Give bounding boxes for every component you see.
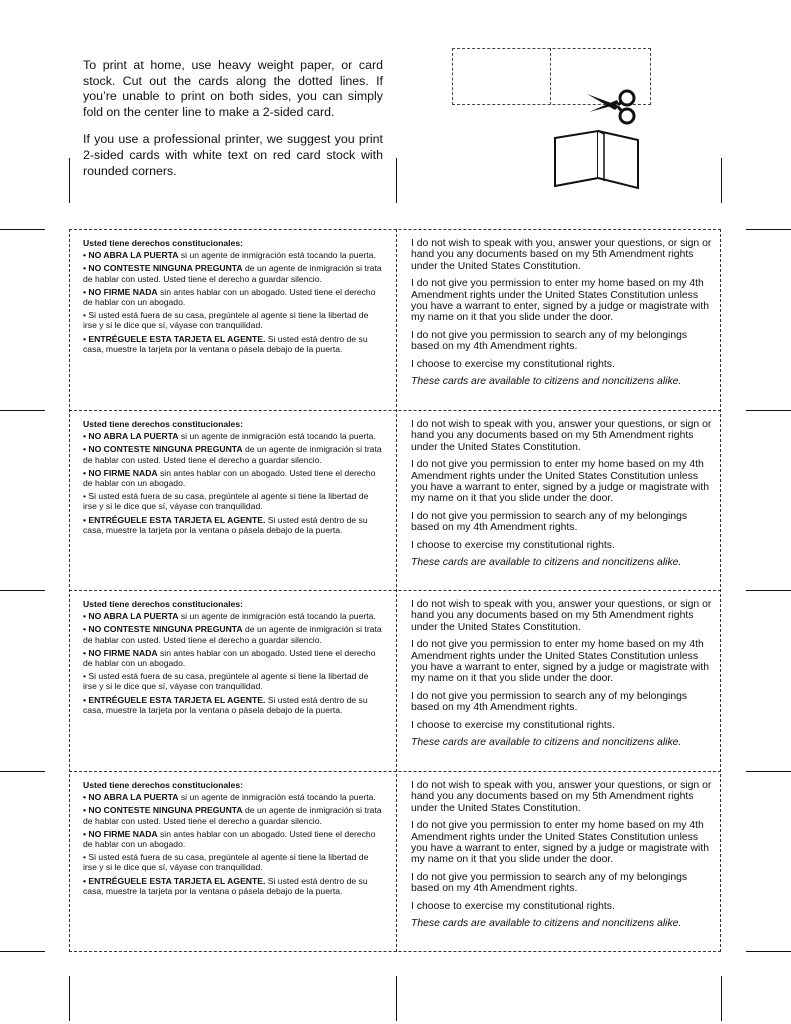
card-item-bold: • NO CONTESTE NINGUNA PREGUNTA <box>83 805 243 816</box>
card-item-text: si un agente de inmigración está tocando la puerta. <box>178 431 376 442</box>
card-item <box>83 515 383 535</box>
card-footer-note: These cards are available to citizens and noncitizens alike. <box>411 737 682 749</box>
card-item-text: sin antes hablar con un abogado. Usted tiene el derecho de hablar con un abogado. <box>83 286 376 308</box>
card-paragraph: I do not give you permission to search any of my belongings based on my 4th Amendment rights. <box>411 871 688 895</box>
cut-guide-center-line <box>550 48 551 105</box>
cut-line <box>69 410 721 411</box>
card-item-bold: • NO ABRA LA PUERTA <box>83 611 179 622</box>
card-footer-note: These cards are available to citizens and noncitizens alike. <box>411 918 682 930</box>
card-english-side <box>411 599 713 754</box>
card-item-text: de un agente de inmigración si trata de hablar con usted. Usted tiene el derecho a guardar silencio. <box>83 444 382 465</box>
card-paragraph: I do not give you permission to enter my home based on my 4th Amendment rights under the United States Constitution unless you have a warrant to enter, signed by a judge or magistrate with my name on it that you slide under the door. <box>411 278 710 324</box>
card-item-text: Si usted está dentro de su casa, muestre la tarjeta por la ventana o pásela debajo de la puerta. <box>83 333 368 354</box>
card-paragraph: I choose to exercise my constitutional rights. <box>411 358 615 370</box>
card-heading: Usted tiene derechos constitucionales: <box>83 780 243 790</box>
card-item-bold: • NO FIRME NADA <box>83 828 158 839</box>
card-item <box>83 624 383 644</box>
card-item-text: si un agente de inmigración está tocando la puerta. <box>178 250 376 261</box>
card-item-text: Si usted está dentro de su casa, muestre la tarjeta por la ventana o pásela debajo de la puerta. <box>83 875 368 896</box>
card-item-text: de un agente de inmigración si trata de hablar con usted. Usted tiene el derecho a guardar silencio. <box>83 805 382 826</box>
card-item-bold: • NO ABRA LA PUERTA <box>83 792 179 803</box>
card-item <box>83 287 383 307</box>
card-paragraph: I do not wish to speak with you, answer your questions, or sign or hand you any documents based on my 5th Amendment rights under the United States Constitution. <box>411 599 712 633</box>
crop-mark <box>396 976 397 1021</box>
card-item-text: Si usted está dentro de su casa, muestre la tarjeta por la ventana o pásela debajo de la puerta. <box>83 514 368 535</box>
card-english-side <box>411 419 713 574</box>
card-heading: Usted tiene derechos constitucionales: <box>83 419 243 429</box>
card-item <box>83 468 383 488</box>
card-spanish-side <box>83 599 383 718</box>
card-paragraph: I do not wish to speak with you, answer your questions, or sign or hand you any documents based on my 5th Amendment rights under the United States Constitution. <box>411 780 712 814</box>
card-heading: Usted tiene derechos constitucionales: <box>83 238 243 248</box>
card-paragraph: I do not give you permission to enter my home based on my 4th Amendment rights under the United States Constitution unless you have a warrant to enter, signed by a judge or magistrate with my name on it that you slide under the door. <box>411 459 710 505</box>
card-item-bold: • ENTRÉGUELE ESTA TARJETA EL AGENTE. <box>83 333 266 344</box>
card-paragraph: I do not give you permission to enter my home based on my 4th Amendment rights under the United States Constitution unless you have a warrant to enter, signed by a judge or magistrate with my name on it that you slide under the door. <box>411 820 710 866</box>
card-item-bold: • NO FIRME NADA <box>83 286 158 297</box>
card-paragraph: I do not give you permission to enter my home based on my 4th Amendment rights under the United States Constitution unless you have a warrant to enter, signed by a judge or magistrate with my name on it that you slide under the door. <box>411 639 710 685</box>
card-heading: Usted tiene derechos constitucionales: <box>83 599 243 609</box>
card-paragraph: I choose to exercise my constitutional rights. <box>411 539 615 551</box>
card-item <box>83 876 383 896</box>
card-item-bold: • NO FIRME NADA <box>83 647 158 658</box>
card-item <box>83 792 383 802</box>
card-paragraph: I do not wish to speak with you, answer your questions, or sign or hand you any documents based on my 5th Amendment rights under the United States Constitution. <box>411 238 712 272</box>
card-item <box>83 829 383 849</box>
card-item <box>83 695 383 715</box>
crop-mark <box>0 590 45 591</box>
crop-mark <box>746 229 791 230</box>
crop-mark <box>0 951 45 952</box>
card-item-bold: • NO CONTESTE NINGUNA PREGUNTA <box>83 263 243 274</box>
card-item-bold: • ENTRÉGUELE ESTA TARJETA EL AGENTE. <box>83 875 266 886</box>
card-item-text: Si usted está dentro de su casa, muestre la tarjeta por la ventana o pásela debajo de la puerta. <box>83 694 368 715</box>
card-item-text: sin antes hablar con un abogado. Usted tiene el derecho de hablar con un abogado. <box>83 828 376 850</box>
crop-mark <box>746 771 791 772</box>
crop-mark <box>746 410 791 411</box>
instructions-paragraph-1: To print at home, use heavy weight paper, or card stock. Cut out the cards along the dotted lines. If you’re unable to print on both sides, you can simply fold on the center line to make a 2-sided card. <box>83 58 383 119</box>
card-spanish-side <box>83 780 383 899</box>
card-item <box>83 263 383 283</box>
card-paragraph: I do not give you permission to search any of my belongings based on my 4th Amendment rights. <box>411 329 688 353</box>
scissors-icon <box>585 86 640 126</box>
card-footer-note: These cards are available to citizens and noncitizens alike. <box>411 557 682 569</box>
instructions-paragraph-2: If you use a professional printer, we suggest you print 2-sided cards with white text on red card stock with rounded corners. <box>83 132 383 178</box>
crop-mark <box>721 976 722 1021</box>
card-item-text: de un agente de inmigración si trata de hablar con usted. Usted tiene el derecho a guardar silencio. <box>83 624 382 645</box>
crop-mark <box>721 158 722 203</box>
card-item <box>83 444 383 464</box>
cut-line <box>69 590 721 591</box>
card-paragraph: I do not wish to speak with you, answer your questions, or sign or hand you any documents based on my 5th Amendment rights under the United States Constitution. <box>411 419 712 453</box>
card-english-side <box>411 780 713 935</box>
card-footer-note: These cards are available to citizens and noncitizens alike. <box>411 376 682 388</box>
crop-mark <box>746 590 791 591</box>
card-item-text: de un agente de inmigración si trata de hablar con usted. Usted tiene el derecho a guardar silencio. <box>83 263 382 284</box>
folded-card-icon <box>552 128 642 190</box>
card-item-bold: • NO ABRA LA PUERTA <box>83 431 179 442</box>
crop-mark <box>0 410 45 411</box>
card-item-bold: • ENTRÉGUELE ESTA TARJETA EL AGENTE. <box>83 694 266 705</box>
card-item <box>83 805 383 825</box>
print-instructions <box>83 58 383 191</box>
card-item <box>83 250 383 260</box>
crop-mark <box>69 976 70 1021</box>
crop-mark <box>396 158 397 203</box>
card-item-bold: • NO CONTESTE NINGUNA PREGUNTA <box>83 444 243 455</box>
card-english-side <box>411 238 713 393</box>
card-item-text: sin antes hablar con un abogado. Usted tiene el derecho de hablar con un abogado. <box>83 647 376 669</box>
card-item-text: sin antes hablar con un abogado. Usted tiene el derecho de hablar con un abogado. <box>83 467 376 489</box>
card-item <box>83 611 383 621</box>
card-item: • Si usted está fuera de su casa, pregúntele al agente si tiene la libertad de irse y si le dice que sí, váyase con tranquilidad. <box>83 671 369 692</box>
card-spanish-side <box>83 419 383 538</box>
card-item-text: si un agente de inmigración está tocando la puerta. <box>178 792 376 803</box>
card-paragraph: I do not give you permission to search any of my belongings based on my 4th Amendment rights. <box>411 690 688 714</box>
card-item: • Si usted está fuera de su casa, pregúntele al agente si tiene la libertad de irse y si le dice que sí, váyase con tranquilidad. <box>83 852 369 873</box>
card-item: • Si usted está fuera de su casa, pregúntele al agente si tiene la libertad de irse y si le dice que sí, váyase con tranquilidad. <box>83 491 369 512</box>
card-item-bold: • NO FIRME NADA <box>83 467 158 478</box>
card-paragraph: I choose to exercise my constitutional rights. <box>411 900 615 912</box>
card-item: • Si usted está fuera de su casa, pregúntele al agente si tiene la libertad de irse y si le dice que sí, váyase con tranquilidad. <box>83 310 369 331</box>
crop-mark <box>69 158 70 203</box>
card-item-bold: • NO ABRA LA PUERTA <box>83 250 179 261</box>
crop-mark <box>0 771 45 772</box>
card-item-bold: • ENTRÉGUELE ESTA TARJETA EL AGENTE. <box>83 514 266 525</box>
crop-mark <box>746 951 791 952</box>
card-spanish-side <box>83 238 383 357</box>
card-item-bold: • NO CONTESTE NINGUNA PREGUNTA <box>83 624 243 635</box>
card-item-text: si un agente de inmigración está tocando la puerta. <box>178 611 376 622</box>
card-paragraph: I choose to exercise my constitutional rights. <box>411 719 615 731</box>
cut-line <box>69 771 721 772</box>
crop-mark <box>0 229 45 230</box>
card-paragraph: I do not give you permission to search any of my belongings based on my 4th Amendment rights. <box>411 510 688 534</box>
card-item <box>83 648 383 668</box>
card-item <box>83 334 383 354</box>
card-item <box>83 431 383 441</box>
